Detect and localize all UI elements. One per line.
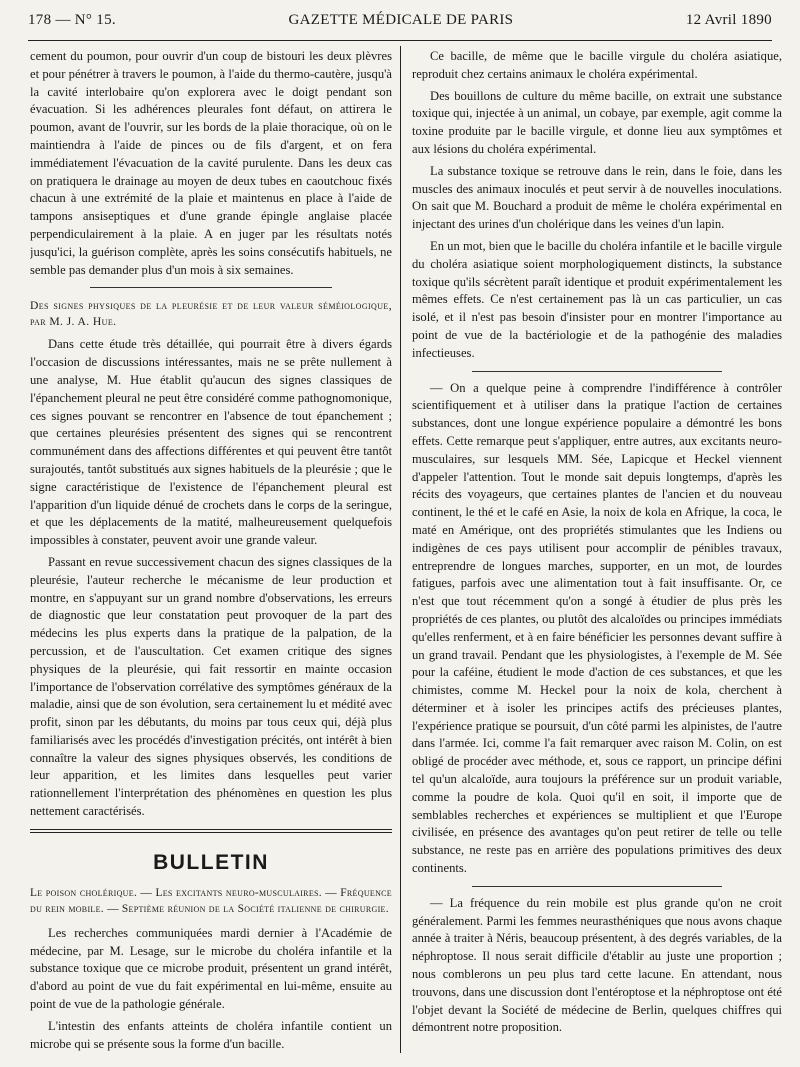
review-paragraph: Dans cette étude très détaillée, qui pourrait être à divers égards l'occasion de discussions intéressantes, mais ne se prête nullement à une analyse, M. Hue établit qu'aucun des signes classiques de l'épanchement pleural ne peut être considéré comme pathognomonique, ces signes pouvant se rencontrer en l'absence de tout épanchement ; que certaines pleurésies présentent des signes qui se rencontrent communément dans des affections différentes et qui peuvent être tantôt surajoutés, tantôt substitués aux signes habituels de la pleurésie ; que le signe caractéristique de l'existence de l'épanchement pleural est l'apparition d'un liquide dénué de crochets dans le corps de la seringue, et que les déplacements de la matité, malheureusement quelquefois impossibles à constater, peuvent avoir une grande valeur. bbox=[30, 337, 392, 548]
column-divider bbox=[400, 46, 401, 1053]
review-section-title: Des signes physiques de la pleurésie et de leur valeur séméiologique, par M. J. A. Hue. bbox=[30, 299, 392, 329]
running-head bbox=[28, 12, 772, 34]
bulletin-paragraph: L'intestin des enfants atteints de choléra infantile contient un microbe qui se présente sous la forme d'un bacille. bbox=[30, 1018, 392, 1051]
page-issue-number: 178 — N° 15. bbox=[28, 12, 116, 28]
issue-date: 12 Avril 1890 bbox=[685, 12, 772, 28]
left-column bbox=[30, 48, 392, 1053]
bulletin-paragraph: La substance toxique se retrouve dans le rein, dans le foie, dans les muscles des animaux inoculés et peut servir à de nouvelles inoculations. On sait que M. Bouchard a produit de même le choléra expérimental en injectant des urines d'un cholérique dans les veines d'un lapin. bbox=[412, 163, 782, 232]
bulletin-heading: BULLETIN bbox=[153, 850, 269, 874]
header-rule bbox=[28, 40, 772, 41]
review-paragraph: Passant en revue successivement chacun des signes classiques de la pleurésie, l'auteur recherche le mécanisme de leur production et montre, en s'appuyant sur un grand nombre d'observations, les erreurs de diagnostic que leur constatation peut provoquer de la part des médecins les plus experts dans la pratique de la palpation, de la percussion, et de l'auscultation. Cet examen critique des signes physiques de la pleurésie, qui fait ressortir en mainte occasion l'importance de l'observation corrélative des symptômes généraux de la maladie, ainsi que de son évolution, sera certainement lu et médité avec profit, sinon par les débutants, du moins par tous ceux qui, déjà plus familiarisés avec les procédés d'investigation précités, ont intérêt à bien connaître la valeur des signes physiques observés, les conditions de leur apparition, et les limites dans lesquelles peut varier rationnellement l'interprétation des phénomènes en question les plus nettement caractérisés. bbox=[30, 554, 392, 819]
right-column bbox=[412, 48, 782, 1053]
bulletin-paragraph: — La fréquence du rein mobile est plus grande qu'on ne croit généralement. Parmi les femmes neurasthéniques que nous avons chaque année à traiter à Néris, beaucoup présentent, à des degrés variables, de la néphroptose. Il nous serait difficile d'établir au juste une proportion ; nous comblerons un peu plus tard cette lacune. En attendant, nous trouvons, dans une discussion dont l'entéroptose et la néphroptose ont été l'objet devant la Société de médecine de Berlin, quelques chiffres qui démontrent notre proposition. bbox=[412, 895, 782, 1035]
bulletin-summary: Le poison cholérique. — Les excitants neuro-musculaires. — Fréquence du rein mobile. — Septième réunion de la Société italienne de chirurgie. bbox=[30, 886, 392, 915]
bulletin-paragraph: Ce bacille, de même que le bacille virgule du choléra asiatique, reproduit chez certains animaux le choléra expérimental. bbox=[412, 49, 782, 81]
bulletin-paragraph: Des bouillons de culture du même bacille, on extrait une substance toxique qui, injectée à un animal, un cobaye, par exemple, agit comme la toxine produite par le bacille virgule, et donne lieu aux symptômes et aux lésions du choléra expérimental. bbox=[412, 88, 782, 156]
bulletin-paragraph: — On a quelque peine à comprendre l'indifférence à contrôler scientifiquement et à utiliser dans la pratique l'action de certaines substances, dont une longue expérience populaire a démontré les bons effets. Cette remarque peut s'appliquer, entre autres, aux excitants neuro-musculaires, sur lesquels MM. Sée, Lapicque et Heckel viennent d'appeler l'attention. Tout le monde sait depuis longtemps, d'après les récits des voyageurs, que certaines plantes de l'ancien et du nouveau continent, le thé et le café en Asie, la noix de kola en Afrique, la coca, le maté en Amérique, ont des propriétés stimulantes que les Indiens ou indigènes de ces pays utilisent pour accomplir de pénibles travaux, entreprendre de longues marches, supporter, en un mot, de lourdes fatigues, parfois avec une alimentation tout à fait insuffisante. Or, ce n'est que tout récemment qu'on a songé à étudier de plus près les propriétés de ces plantes, ou plutôt des alcaloïdes ou principes immédiats qu'elles renferment, et à en faire bénéficier les personnes devant suffire à un grand travail. Pendant que les physiologistes, à l'exemple de M. Sée pour la caféine, étudient le mode d'action de ces substances, et que les chimistes, comme M. Heckel pour la noix de kola, cherchent à déterminer et à isoler les principes actifs des précieuses plantes, l'expérience pratique se poursuit, d'un côté parmi les alpinistes, de l'autre dans l'armée. Ici, comme l'a fait remarquer avec raison M. Colin, on est obligé de procéder avec méthode, et, sous ce rapport, un principe défini tel qu'un alcaloïde, aura toujours la préférence sur un produit variable, comme la poudre de kola. Quoi qu'il en soit, il importe que de semblables recherches et expériences se multiplient et que l'Europe civilisée, en présence des avantages qu'on peut retirer de telle ou telle substance, ne reste pas en arrière des populations primitives des deux continents. bbox=[412, 380, 782, 876]
journal-title: GAZETTE MÉDICALE DE PARIS bbox=[288, 12, 514, 28]
section-separator bbox=[472, 371, 722, 372]
bulletin-paragraph: Les recherches communiquées mardi dernier à l'Académie de médecine, par M. Lesage, sur le microbe du choléra infantile et la substance toxique que ce microbe produit, présentent un grand intérêt, d'abord au point de vue du fait expérimental en lui-même, ensuite au point de vue de la pathologie générale. bbox=[30, 925, 392, 1012]
section-separator bbox=[90, 287, 332, 288]
continuation-paragraph: cement du poumon, pour ouvrir d'un coup de bistouri les deux plèvres et pour pénétrer à travers le poumon, à l'aide du thermo-cautère, jusqu'à la cavité interlobaire qu'on explorera avec le doigt pendant son évacuation. Si les adhérences pleurales font défaut, on attirera le poumon, avant de l'ouvrir, sur les bords de la plaie thoracique, où on le maintiendra à l'aide de pinces ou de fils d'argent, et on fera immédiatement l'évacuation de la cavité purulente. Dans les deux cas on pratiquera le drainage au moyen de deux tubes en caoutchouc fixés chacun à une extrémité de la plaie et maintenus en place à l'aide de tampons ansiseptiques et d'une grande épingle anglaise placée perpendiculairement à la plaie. A en juger par les résultats notés jusqu'ici, la guérison complète, après les soins consécutifs habituels, ne semble pas demander plus d'un mois à six semaines. bbox=[30, 49, 392, 277]
bulletin-double-rule bbox=[30, 829, 392, 833]
section-separator bbox=[472, 886, 722, 887]
bulletin-paragraph: En un mot, bien que le bacille du choléra infantile et le bacille virgule du choléra asiatique soient morphologiquement distincts, la substance toxique qu'ils sécrètent paraît identique et produit expérimentalement les mêmes effets. Ce n'est certainement pas là un cas particulier, un cas isolé, et il n'est pas besoin d'insister pour en montrer l'importance au point de vue de la bactériologie et de la pathogénie des maladies infectieuses. bbox=[412, 238, 782, 360]
